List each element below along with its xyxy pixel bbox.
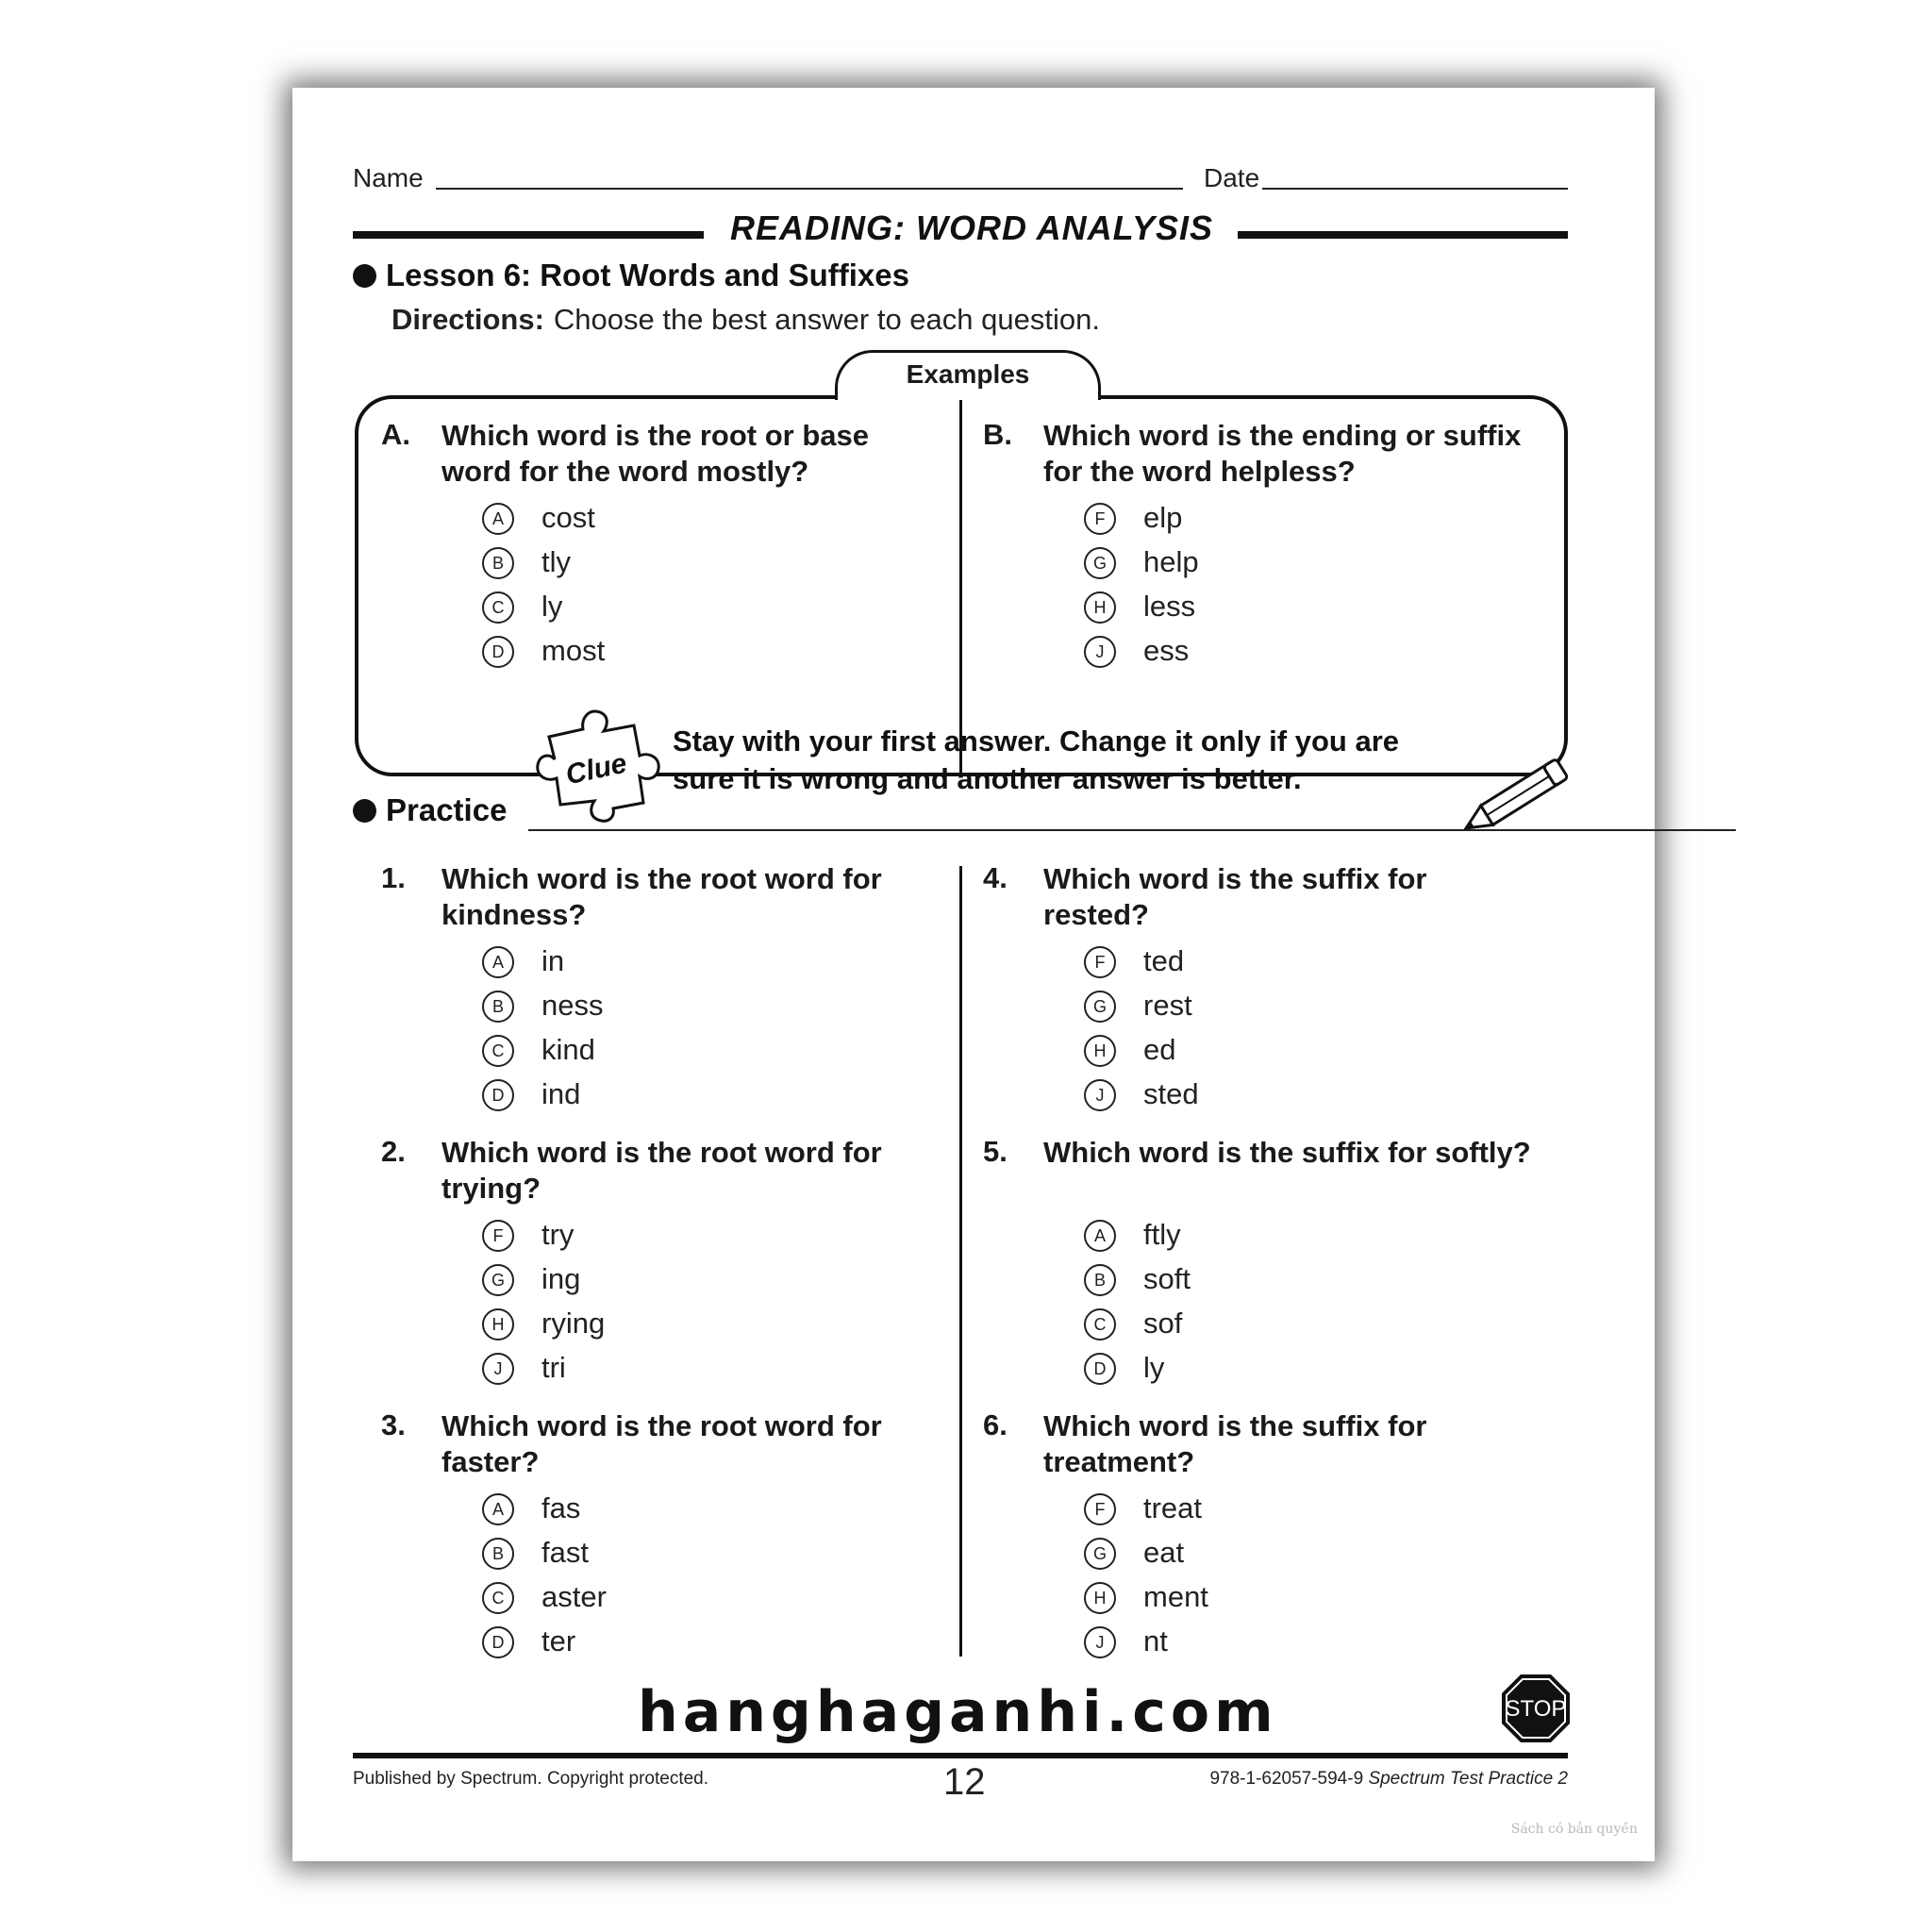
bullet-icon	[353, 264, 376, 288]
clue-badge-text: Clue	[562, 747, 630, 791]
answer-text: help	[1143, 545, 1199, 578]
lesson-title: Lesson 6: Root Words and Suffixes	[386, 258, 909, 292]
answer-bubble[interactable]: A	[482, 1493, 514, 1525]
answer-bubble[interactable]: F	[1084, 503, 1116, 535]
question-number: 1.	[381, 861, 406, 894]
answer-bubble[interactable]: C	[482, 1035, 514, 1067]
worksheet-page	[292, 88, 1655, 1861]
answer-bubble[interactable]: B	[482, 1538, 514, 1570]
directions-text: Choose the best answer to each question.	[553, 303, 1100, 336]
answer-bubble[interactable]: G	[482, 1264, 514, 1296]
question-text: Which word is the suffix for rested?	[1043, 862, 1427, 931]
question-text: Which word is the root word for faster?	[441, 1409, 882, 1478]
answer-text: soft	[1143, 1262, 1191, 1295]
question-keyword: rested	[1043, 898, 1132, 931]
answer-text: tri	[541, 1351, 566, 1384]
answer-text: ftly	[1143, 1218, 1181, 1251]
question-text: Which word is the root word for trying?	[441, 1136, 882, 1205]
answer-text: sted	[1143, 1077, 1199, 1110]
answer-bubble[interactable]: A	[482, 946, 514, 978]
title-rule-left	[353, 231, 704, 239]
question-number: 4.	[983, 861, 1008, 894]
answer-bubble[interactable]: D	[482, 1079, 514, 1111]
date-field-line[interactable]	[1262, 188, 1568, 190]
answer-text: treat	[1143, 1491, 1203, 1524]
answer-text: less	[1143, 590, 1196, 623]
answer-text: tly	[541, 545, 571, 578]
answer-text: nt	[1143, 1624, 1168, 1657]
book-title: Spectrum Test Practice 2	[1368, 1769, 1568, 1789]
answer-text: most	[541, 634, 606, 667]
answer-bubble[interactable]: C	[482, 1582, 514, 1614]
clue-tip-text: Stay with your first answer. Change it only if you are sure it is wrong and another answer is better.	[673, 724, 1400, 795]
answer-text: kind	[541, 1033, 595, 1066]
practice-heading	[353, 792, 507, 828]
stop-sign-text: STOP	[1505, 1696, 1567, 1722]
question-keyword: helpless	[1220, 455, 1338, 488]
question-number: 3.	[381, 1408, 406, 1441]
answer-bubble[interactable]: A	[1084, 1220, 1116, 1252]
question-number: 5.	[983, 1135, 1008, 1168]
isbn: 978-1-62057-594-9	[1209, 1769, 1364, 1789]
section-title: READING: WORD ANALYSIS	[730, 208, 1213, 247]
title-rule-right	[1238, 231, 1568, 239]
question-number: B.	[983, 418, 1012, 451]
answer-text: ly	[541, 590, 563, 623]
name-field-line[interactable]	[436, 188, 1183, 190]
question-keyword: mostly	[696, 455, 791, 488]
answer-bubble[interactable]: A	[482, 503, 514, 535]
bullet-icon	[353, 799, 376, 823]
answer-bubble[interactable]: C	[1084, 1308, 1116, 1341]
answer-text: rest	[1143, 989, 1192, 1022]
answer-text: ed	[1143, 1033, 1176, 1066]
answer-bubble[interactable]: F	[1084, 1493, 1116, 1525]
page-number: 12	[943, 1761, 986, 1803]
question-text: Which word is the suffix for treatment?	[1043, 1409, 1427, 1478]
practice-title: Practice	[386, 792, 508, 827]
answer-bubble[interactable]: H	[1084, 591, 1116, 624]
question-text: Which word is the root word for kindness?	[441, 862, 882, 931]
answer-bubble[interactable]: J	[1084, 636, 1116, 668]
question-text: Which word is the root or base word for the word mostly?	[441, 419, 869, 488]
answer-bubble[interactable]: G	[1084, 1538, 1116, 1570]
answer-bubble[interactable]: F	[482, 1220, 514, 1252]
answer-text: ment	[1143, 1580, 1208, 1613]
examples-tab: Examples	[835, 350, 1101, 400]
answer-bubble[interactable]: H	[1084, 1582, 1116, 1614]
answer-text: aster	[541, 1580, 607, 1613]
question-keyword: trying	[441, 1172, 524, 1205]
pencil-icon	[1453, 748, 1585, 842]
copyright-corner-note: Sách có bản quyền	[1510, 1822, 1638, 1837]
answer-bubble[interactable]: F	[1084, 946, 1116, 978]
answer-text: sof	[1143, 1307, 1183, 1340]
answer-text: ind	[541, 1077, 581, 1110]
name-label: Name	[353, 163, 424, 192]
answer-bubble[interactable]: C	[482, 591, 514, 624]
publisher-note: Published by Spectrum. Copyright protected.	[353, 1769, 709, 1789]
book-info	[1209, 1769, 1568, 1790]
watermark-text: hanghaganhi.com	[638, 1679, 1278, 1745]
answer-bubble[interactable]: J	[1084, 1626, 1116, 1658]
question-number: 2.	[381, 1135, 406, 1168]
clue-puzzle-icon	[528, 701, 670, 824]
answer-text: in	[541, 944, 565, 977]
answer-bubble[interactable]: D	[1084, 1353, 1116, 1385]
answer-bubble[interactable]: B	[1084, 1264, 1116, 1296]
answer-text: ness	[541, 989, 604, 1022]
answer-bubble[interactable]: B	[482, 547, 514, 579]
answer-text: fas	[541, 1491, 581, 1524]
answer-bubble[interactable]: B	[482, 991, 514, 1023]
answer-text: ly	[1143, 1351, 1165, 1384]
stop-sign-icon	[1500, 1673, 1572, 1744]
answer-text: eat	[1143, 1536, 1185, 1569]
answer-bubble[interactable]: J	[1084, 1079, 1116, 1111]
question-keyword: kindness	[441, 898, 569, 931]
question-keyword: treatment	[1043, 1445, 1177, 1478]
date-label: Date	[1204, 163, 1260, 192]
answer-text: ing	[541, 1262, 581, 1295]
answer-bubble[interactable]: D	[482, 636, 514, 668]
answer-text: ted	[1143, 944, 1185, 977]
answer-bubble[interactable]: G	[1084, 991, 1116, 1023]
directions	[391, 303, 1100, 337]
question-number: 6.	[983, 1408, 1008, 1441]
answer-text: cost	[541, 501, 595, 534]
answer-bubble[interactable]: G	[1084, 547, 1116, 579]
answer-bubble[interactable]: D	[482, 1626, 514, 1658]
answer-text: try	[541, 1218, 575, 1251]
answer-text: rying	[541, 1307, 606, 1340]
question-keyword: faster	[441, 1445, 522, 1478]
answer-text: elp	[1143, 501, 1183, 534]
question-text: Which word is the suffix for softly?	[1043, 1136, 1531, 1169]
lesson-heading	[353, 258, 909, 293]
examples-divider	[959, 397, 962, 776]
answer-bubble[interactable]: H	[482, 1308, 514, 1341]
answer-text: ter	[541, 1624, 576, 1657]
directions-label: Directions:	[391, 303, 544, 336]
answer-bubble[interactable]: H	[1084, 1035, 1116, 1067]
question-keyword: softly	[1435, 1136, 1513, 1169]
answer-bubble[interactable]: J	[482, 1353, 514, 1385]
footer-rule	[353, 1753, 1568, 1758]
answer-text: ess	[1143, 634, 1190, 667]
question-number: A.	[381, 418, 410, 451]
practice-divider	[959, 866, 962, 1657]
answer-text: fast	[541, 1536, 589, 1569]
question-text: Which word is the ending or suffix for the word helpless?	[1043, 419, 1522, 488]
